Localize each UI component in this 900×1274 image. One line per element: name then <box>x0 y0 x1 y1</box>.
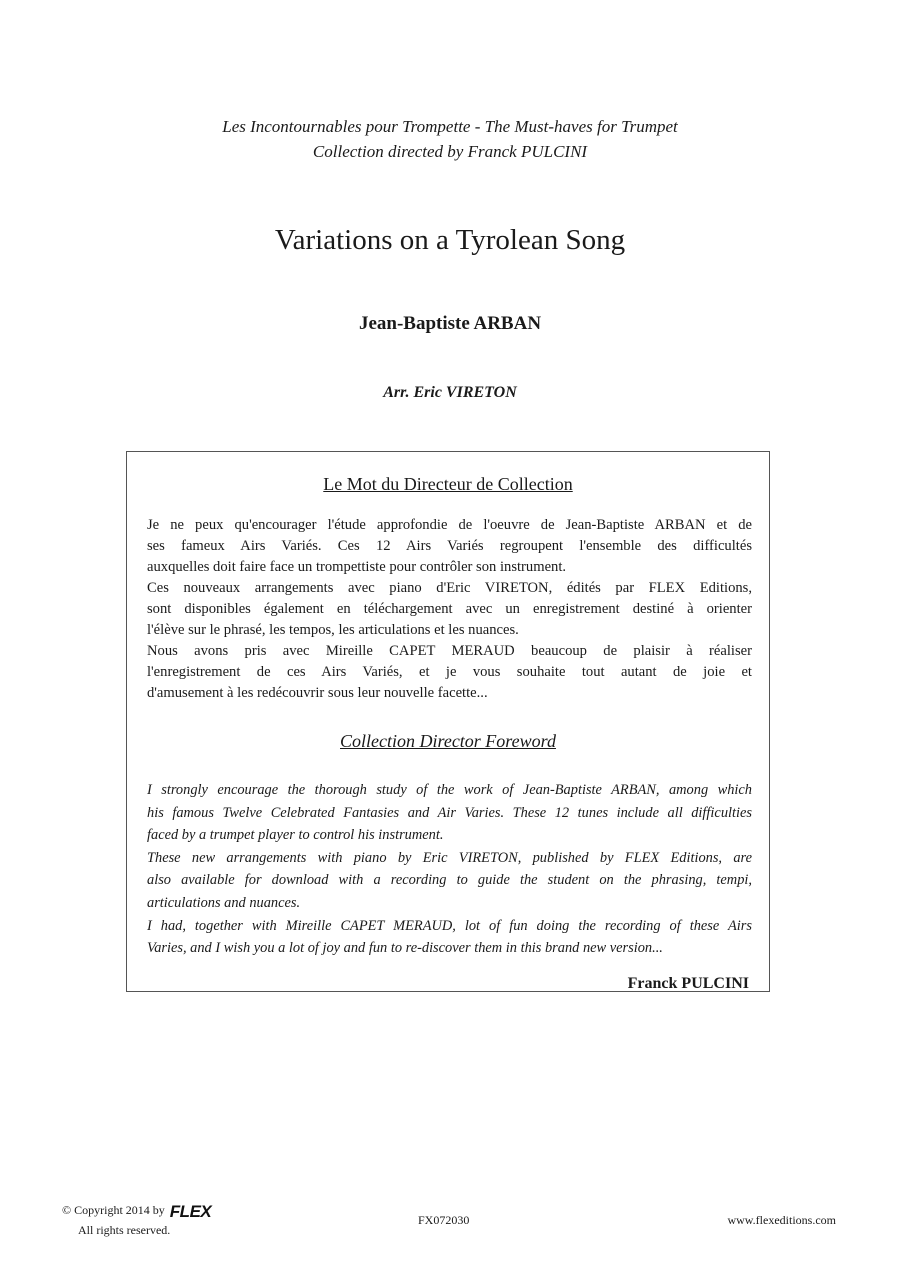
foreword-line-fr: auxquelles doit faire face un trompettiste pour contrôler son instrument. <box>147 559 567 575</box>
foreword-line-en: his famous Twelve Celebrated Fantasies and Air Varies. These 12 tunes include all difficulties <box>147 804 752 821</box>
composer-name: Jean-Baptiste ARBAN <box>358 313 542 334</box>
foreword-line-en: These new arrangements with piano by Eric VIRETON, published by FLEX Editions, are <box>147 849 752 866</box>
foreword-text-fr <box>147 515 752 704</box>
foreword-heading-fr: Le Mot du Directeur de Collection <box>323 474 573 494</box>
foreword-line-fr: Nous avons pris avec Mireille CAPET MERAUD beaucoup de plaisir à réaliser <box>147 643 752 659</box>
foreword-line-en: Varies, and I wish you a lot of joy and fun to re-discover them in this brand new version... <box>147 940 663 957</box>
foreword-line-en: I had, together with Mireille CAPET MERAUD, lot of fun doing the recording of these Airs <box>147 917 752 934</box>
foreword-line-fr: ses fameux Airs Variés. Ces 12 Airs Variés regroupent l'ensemble des difficultés <box>147 538 752 554</box>
foreword-text-en <box>147 779 752 960</box>
foreword-line-fr: l'enregistrement de ces Airs Variés, et je vous souhaite tout autant de joie et <box>147 664 752 680</box>
flex-logo: FLEX <box>169 1202 212 1221</box>
piece-title: Variations on a Tyrolean Song <box>274 224 626 256</box>
foreword-line-fr: Je ne peux qu'encourager l'étude approfondie de l'oeuvre de Jean-Baptiste ARBAN et de <box>147 517 752 533</box>
catalog-code: FX072030 <box>418 1213 470 1227</box>
series-header <box>0 114 900 164</box>
footer-copyright <box>62 1201 211 1239</box>
foreword-box <box>126 451 770 992</box>
publisher-url: www.flexeditions.com <box>727 1213 836 1227</box>
foreword-line-en: I strongly encourage the thorough study of the work of Jean-Baptiste ARBAN, among which <box>147 782 752 798</box>
foreword-line-en: faced by a trumpet player to control his instrument. <box>147 827 444 844</box>
series-director: Collection directed by Franck PULCINI <box>312 142 588 161</box>
arranger-name: Arr. Eric VIRETON <box>383 384 517 401</box>
foreword-line-en: articulations and nuances. <box>147 894 301 911</box>
foreword-line-fr: d'amusement à les redécouvrir sous leur nouvelle facette... <box>147 685 488 701</box>
foreword-line-fr: Ces nouveaux arrangements avec piano d'Eric VIRETON, édités par FLEX Editions, <box>147 580 752 596</box>
series-title: Les Incontournables pour Trompette - The Must-haves for Trumpet <box>222 117 678 136</box>
foreword-line-en: also available for download with a recording to guide the student on the phrasing, tempi, <box>147 872 752 889</box>
rights-text: All rights reserved. <box>78 1223 171 1237</box>
foreword-signature: Franck PULCINI <box>627 975 749 992</box>
foreword-heading-en: Collection Director Foreword <box>340 731 556 751</box>
foreword-line-fr: l'élève sur le phrasé, les tempos, les articulations et les nuances. <box>147 622 519 638</box>
copyright-text: © Copyright 2014 by <box>62 1203 165 1217</box>
foreword-line-fr: sont disponibles également en téléchargement avec un enregistrement destiné à orienter <box>147 601 752 617</box>
